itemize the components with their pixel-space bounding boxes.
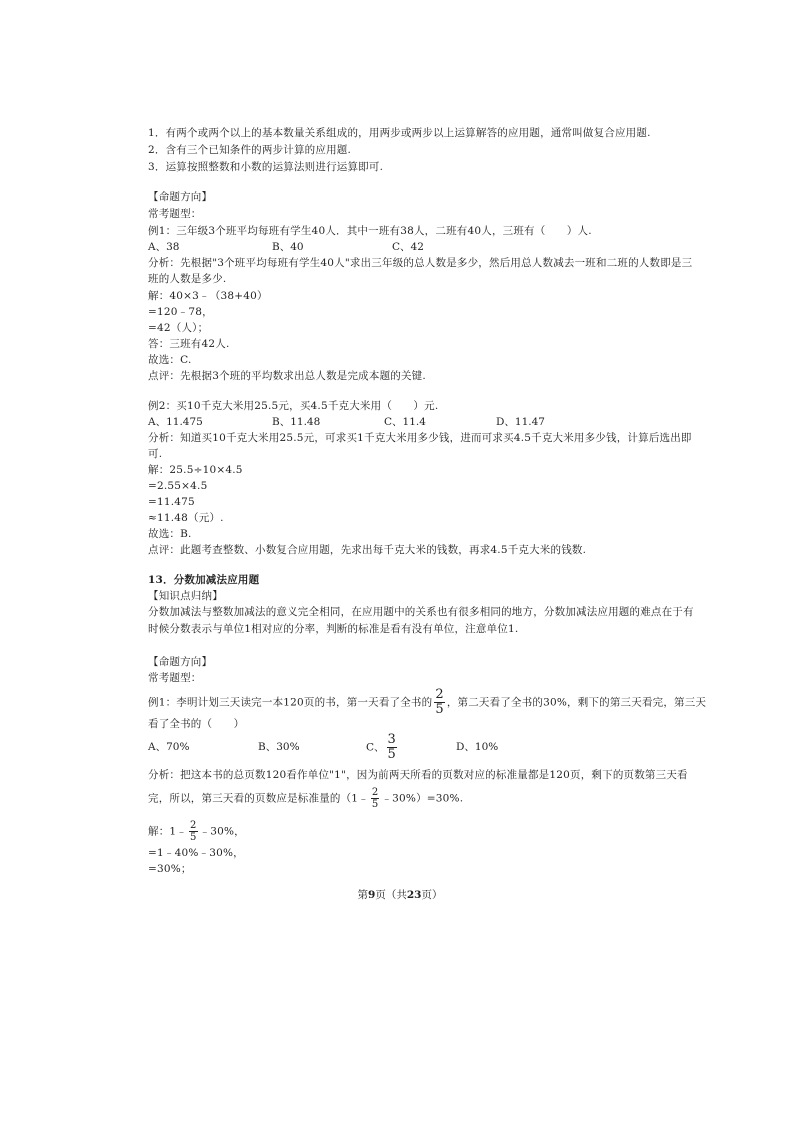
section-title: 13．分数加减法应用题 (148, 574, 260, 586)
analysis-line-1: 分析：知道买10千克大米用25.5元，可求买1千克大米用多少钱，进而可求买4.5千克大米用多少钱，计算后选出即 (148, 432, 692, 444)
knowledge-line-1: 分数加减法与整数加减法的意义完全相同，在应用题中的关系也有很多相同的地方，分数加减法应用题的难点在于有 (148, 606, 694, 618)
knowledge-heading: 【知识点归纳】 (148, 590, 223, 602)
section-heading: 【命题方向】 (148, 656, 213, 668)
intro-line-3: 3．运算按照整数和小数的运算法则进行运算即可. (148, 161, 384, 173)
fraction-numerator: 3 (387, 732, 396, 747)
answer-line: 答：三班有42人. (148, 338, 230, 350)
intro-line-2: 2．含有三个已知条件的两步计算的应用题. (148, 144, 352, 156)
solution-text-part-1: 解：1﹣ (148, 825, 187, 838)
page-number: 9 (368, 889, 376, 901)
analysis-text-part-2: ﹣30%）=30%. (381, 792, 464, 805)
fraction-denominator: 5 (435, 702, 444, 717)
solution-text-part-2: ﹣30%， (199, 825, 245, 838)
fraction-numerator: 2 (189, 820, 197, 831)
option-d: D、10% (456, 741, 499, 753)
option-c-prefix: C、 (366, 741, 385, 754)
option-a: A、11.475 (148, 416, 203, 428)
solution-line-1: 解：25.5÷10×4.5 (148, 464, 243, 476)
intro-line-1: 1．有两个或两个以上的基本数量关系组成的，用两步或两步以上运算解答的应用题，通常叫做复合应用题. (148, 127, 651, 139)
option-b: B、11.48 (272, 416, 321, 428)
section-heading: 【命题方向】 (148, 191, 213, 203)
footer-middle: 页（共 (375, 889, 407, 901)
option-c: C、42 (392, 241, 424, 253)
section-subheading: 常考题型： (148, 208, 202, 220)
option-b: B、40 (272, 241, 304, 253)
option-a: A、70% (148, 741, 190, 753)
example-2-question: 例2：买10千克大米用25.5元，买4.5千克大米用（ ）元. (148, 400, 439, 412)
option-d: D、11.47 (496, 416, 545, 428)
page-footer (0, 888, 800, 902)
question-line-2: 看了全书的（ ） (148, 718, 245, 730)
analysis-line-1: 分析：先根据"3个班平均每班有学生40人"求出三年级的总人数是多少，然后用总人数减去一班和二班的人数即是三 (148, 257, 693, 269)
choice-line: 故选：B. (148, 528, 192, 540)
option-c: C、11.4 (384, 416, 426, 428)
analysis-line-2: 可. (148, 448, 163, 460)
fraction-numerator: 2 (371, 787, 379, 798)
solution-line-3: =42（人）； (148, 322, 209, 334)
fraction (371, 787, 380, 810)
knowledge-line-2: 时候分数表示与单位1相对应的分率，判断的标准是看有没有单位，注意单位1. (148, 623, 519, 635)
solution-line-3: =11.475 (148, 496, 195, 508)
solution-line-1 (148, 820, 245, 843)
solution-line-4: ≈11.48（元）. (148, 512, 224, 524)
fraction-denominator: 5 (371, 799, 379, 810)
example-1-question: 例1：三年级3个班平均每班有学生40人．其中一班有38人，二班有40人，三班有（ ）人. (148, 225, 592, 237)
option-c (366, 733, 399, 762)
solution-line-2: =2.55×4.5 (148, 480, 208, 492)
solution-line-1: 解：40×3﹣（38+40） (148, 290, 268, 302)
fraction (434, 688, 444, 717)
analysis-line-1: 分析：把这本书的总页数120看作单位"1"，因为前两天所看的页数对应的标准量都是120页，剩下的页数第三天看 (148, 769, 688, 781)
fraction-denominator: 5 (387, 747, 396, 762)
fraction-numerator: 2 (435, 687, 444, 702)
fraction-denominator: 5 (189, 832, 197, 843)
question-text-part-1: 例1：李明计划三天读完一本120页的书，第一天看了全书的 (148, 696, 433, 709)
comment-line: 点评：先根据3个班的平均数求出总人数是完成本题的关键. (148, 370, 426, 382)
fraction (189, 820, 198, 843)
fraction (387, 733, 397, 762)
example-1-question (148, 688, 706, 717)
total-pages: 23 (406, 889, 422, 901)
solution-line-3: =30%； (148, 863, 192, 875)
analysis-line-2 (148, 787, 463, 810)
footer-prefix: 第 (357, 889, 369, 901)
option-b: B、30% (258, 741, 300, 753)
analysis-line-2: 班的人数是多少. (148, 273, 227, 285)
comment-line: 点评：此题考查整数、小数复合应用题，先求出每千克大米的钱数，再求4.5千克大米的钱数. (148, 544, 587, 556)
footer-suffix: 页） (421, 889, 443, 901)
solution-line-2: =120﹣78， (148, 306, 213, 318)
solution-line-2: =1﹣40%﹣30%， (148, 847, 244, 859)
choice-line: 故选：C. (148, 354, 192, 366)
analysis-text-part-1: 完，所以，第三天看的页数应是标准量的（1﹣ (148, 792, 369, 805)
option-a: A、38 (148, 241, 180, 253)
section-subheading: 常考题型： (148, 672, 202, 684)
question-text-part-2: ，第二天看了全书的30%，剩下的第三天看完，第三天 (446, 696, 707, 709)
